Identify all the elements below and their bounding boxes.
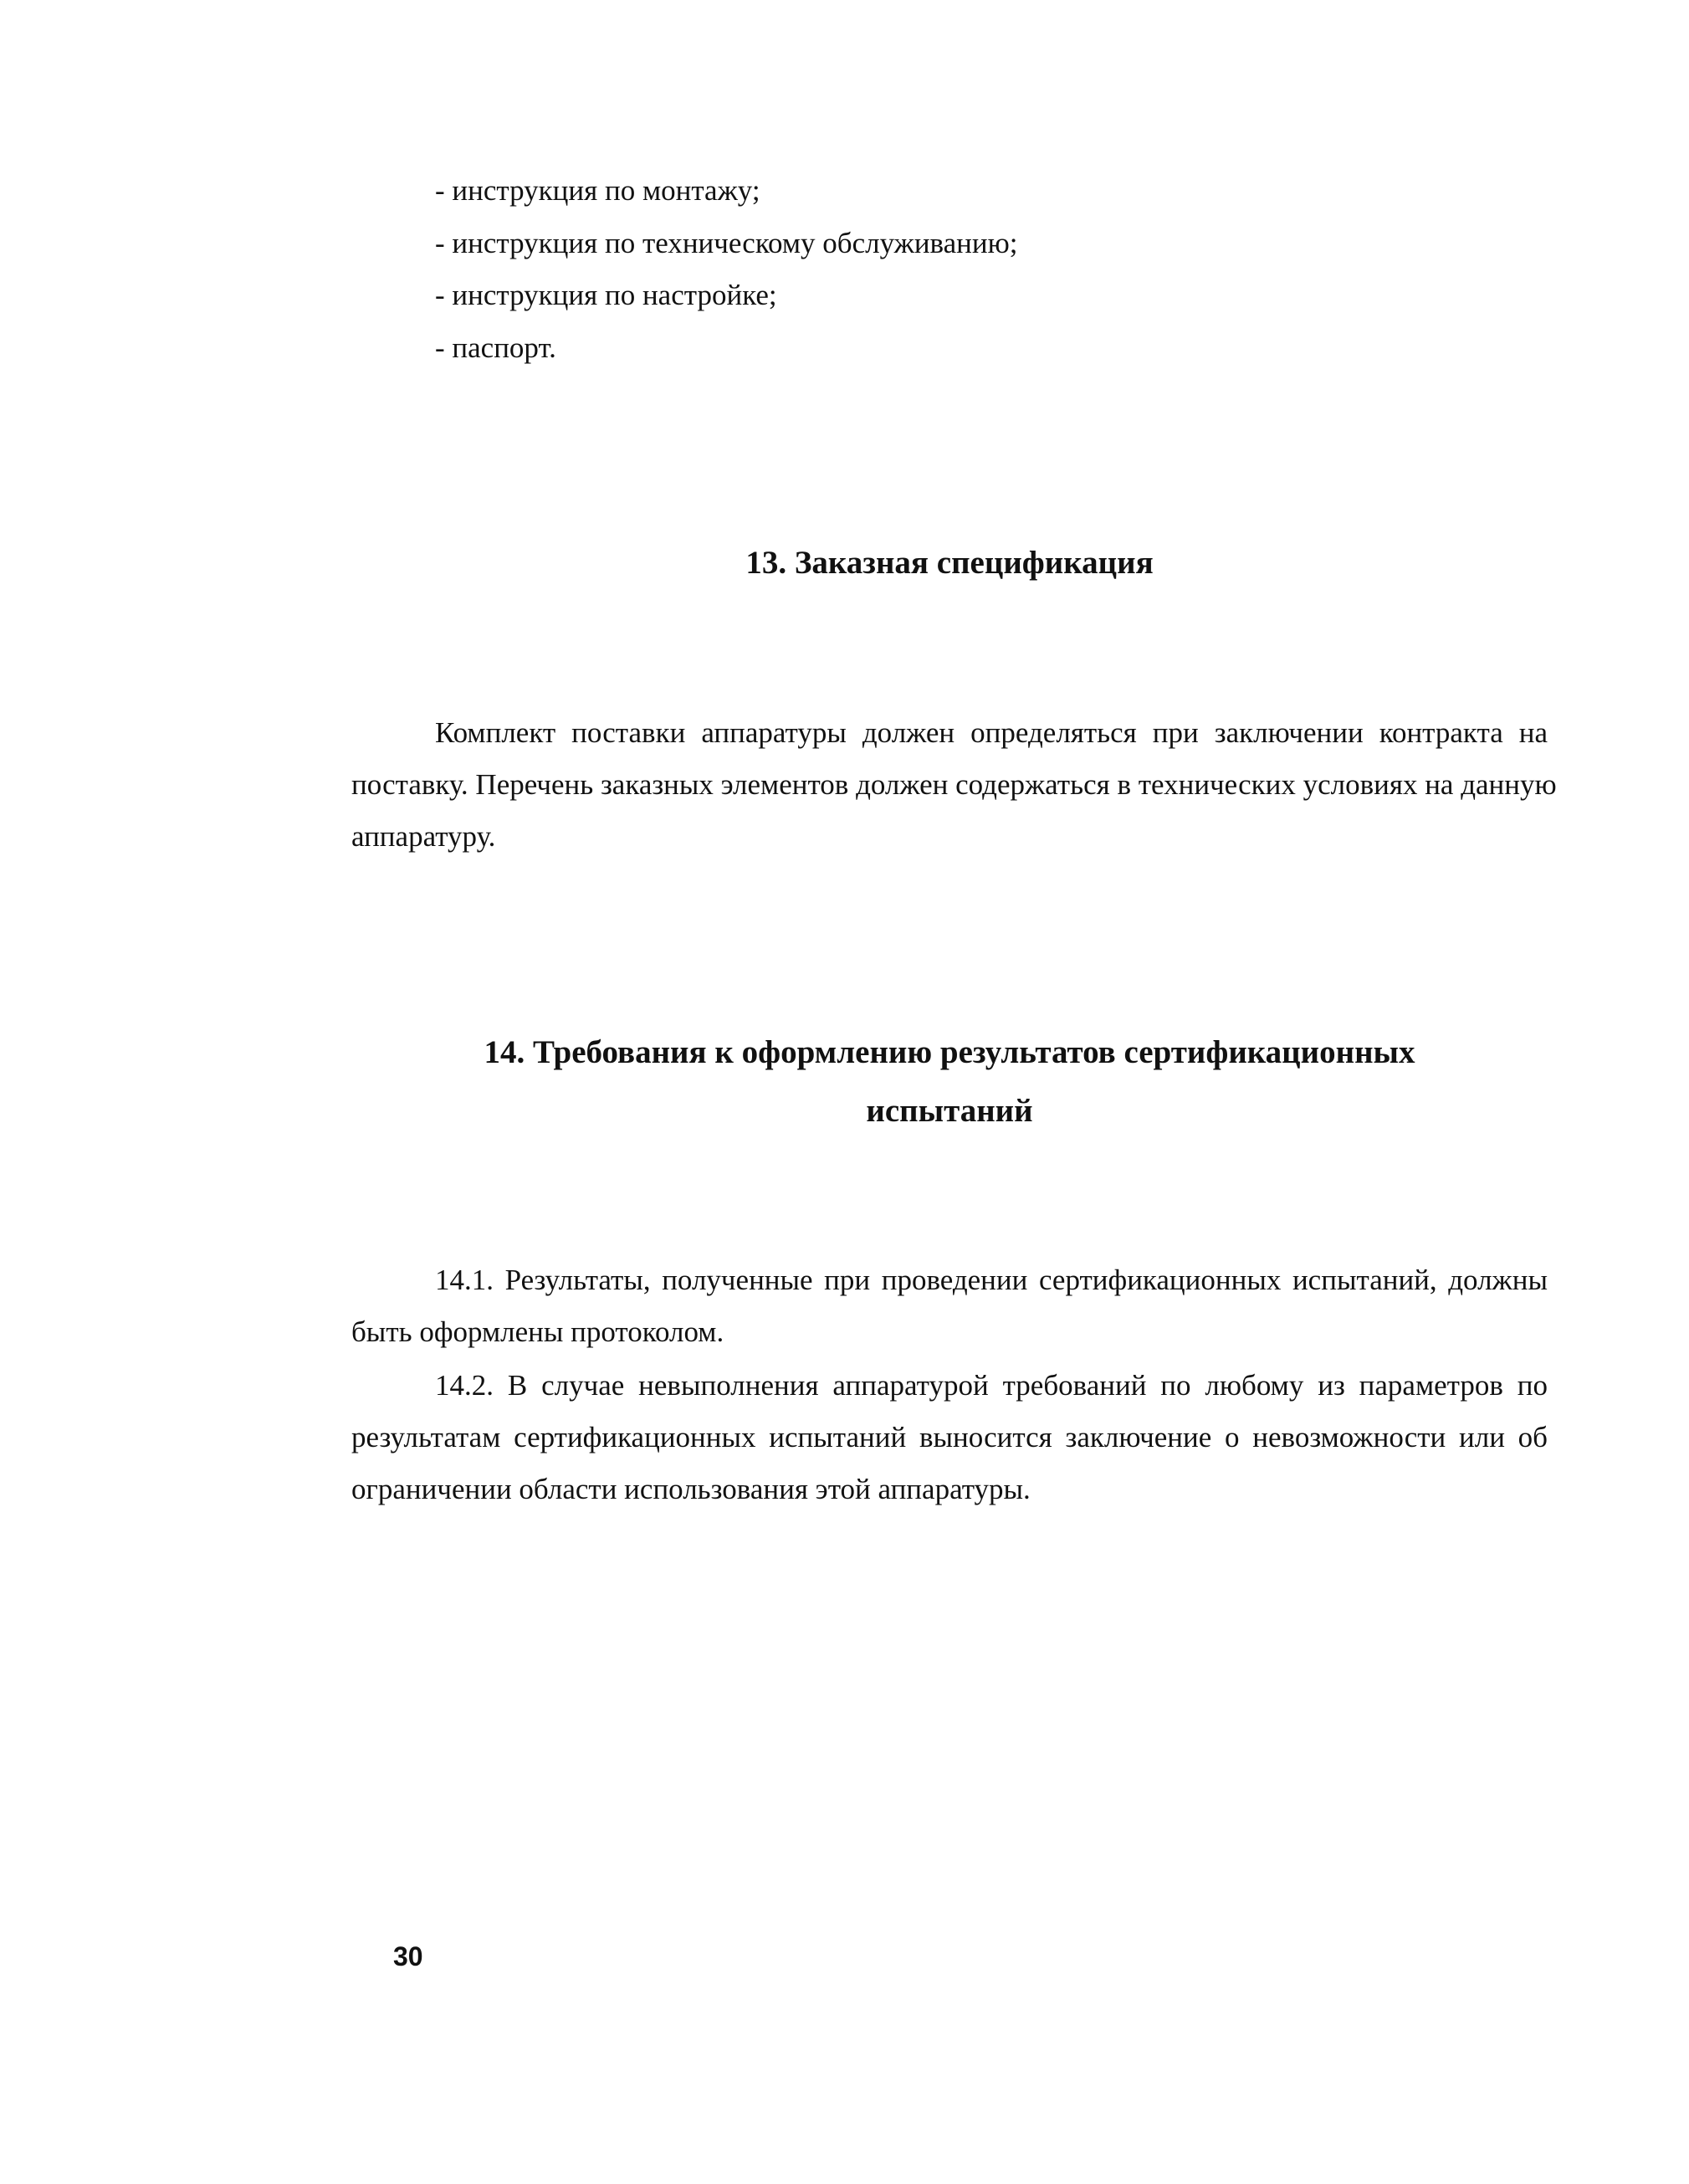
section-14-heading-continuation: испытаний [866, 1093, 1033, 1129]
section-13-text-line: поставку. Перечень заказных элементов должен содержаться в технических условиях на данную [351, 768, 1557, 801]
section-13-text-line: Комплект поставки аппаратуры должен определяться при заключении контракта на [435, 716, 1548, 749]
paragraph-14-1-line: быть оформлены протоколом. [351, 1315, 724, 1348]
paragraph-14-1-line: 14.1. Результаты, полученные при проведении сертификационных испытаний, должны [435, 1264, 1548, 1296]
paragraph-14-2-line: ограничении области использования этой аппаратуры. [351, 1473, 1031, 1505]
section-13-heading: 13. Заказная спецификация [745, 545, 1154, 581]
page-number: 30 [393, 1941, 423, 1971]
paragraph-14-2-line: 14.2. В случае невыполнения аппаратурой требований по любому из параметров по [435, 1369, 1548, 1402]
list-item: - инструкция по техническому обслуживанию; [435, 227, 1018, 259]
list-item: - инструкция по монтажу; [435, 174, 760, 207]
list-item: - паспорт. [435, 331, 556, 364]
section-14-heading: 14. Требования к оформлению результатов сертификационных [484, 1034, 1415, 1070]
paragraph-14-2-line: результатам сертификационных испытаний выносится заключение о невозможности или об [351, 1421, 1548, 1453]
section-13-text-line: аппаратуру. [351, 820, 496, 853]
list-item: - инструкция по настройке; [435, 279, 777, 311]
